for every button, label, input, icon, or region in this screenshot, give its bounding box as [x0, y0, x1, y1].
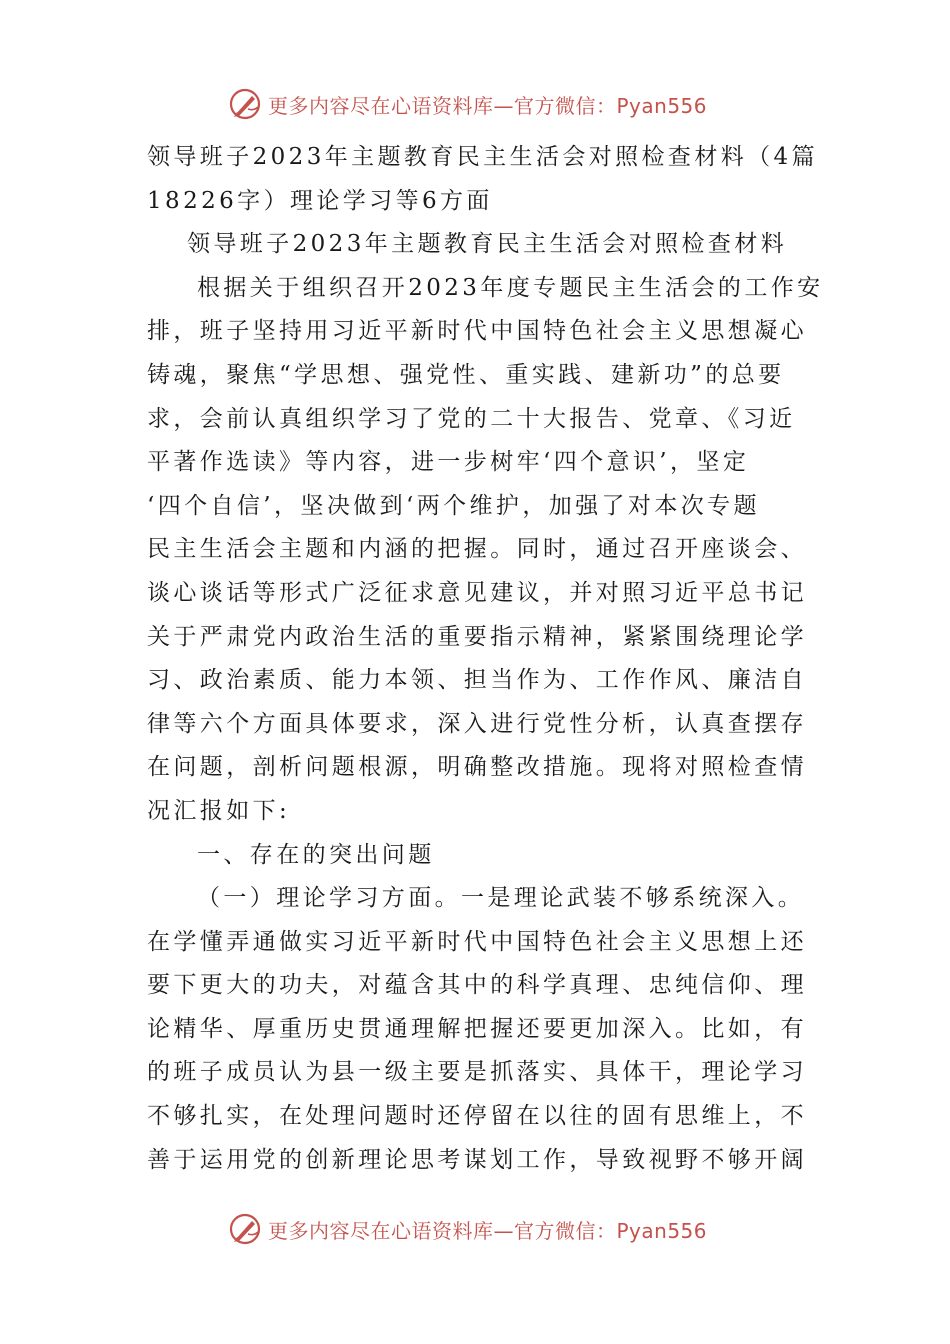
- paragraph-line: 律等六个方面具体要求，深入进行党性分析，认真查摆存: [147, 710, 807, 737]
- paragraph-line: 要下更大的功夫，对蕴含其中的科学真理、忠纯信仰、理: [147, 972, 807, 999]
- paragraph-line: 平著作选读》等内容，进一步树牢‘四个意识’，坚定: [147, 449, 750, 476]
- pen-logo-icon: [228, 87, 262, 121]
- pen-logo-icon: [228, 1212, 262, 1246]
- header-banner: [228, 84, 707, 124]
- paragraph-line: 在问题，剖析问题根源，明确整改措施。现将对照检查情: [147, 754, 807, 781]
- paragraph-line: 求，会前认真组织学习了党的二十大报告、党章、《习近: [147, 405, 796, 432]
- paragraph-line: 排，班子坚持用习近平新时代中国特色社会主义思想凝心: [147, 318, 807, 345]
- paragraph-line: 况汇报如下:: [147, 797, 291, 824]
- paragraph-line: 民主生活会主题和内涵的把握。同时，通过召开座谈会、: [147, 536, 807, 563]
- paragraph-line: 关于严肃党内政治生活的重要指示精神，紧紧围绕理论学: [147, 623, 807, 650]
- footer-banner-text: 更多内容尽在心语资料库—官方微信：Pyan556: [268, 1218, 708, 1243]
- subsection-heading: （一）理论学习方面。一是理论武装不够系统深入。: [197, 885, 805, 912]
- doc-title-line-1: 领导班子2023年主题教育民主生活会对照检查材料（4篇: [147, 144, 818, 170]
- paragraph-line: 不够扎实，在处理问题时还停留在以往的固有思维上，不: [147, 1103, 807, 1130]
- paragraph-line: 在学懂弄通做实习近平新时代中国特色社会主义思想上还: [147, 928, 807, 955]
- paragraph-line: 善于运用党的创新理论思考谋划工作，导致视野不够开阔: [147, 1146, 807, 1173]
- paragraph-line: ‘四个自信’，坚决做到‘两个维护，加强了对本次专题: [147, 492, 760, 519]
- header-banner-text: 更多内容尽在心语资料库—官方微信：Pyan556: [268, 93, 708, 118]
- footer-banner: [228, 1209, 707, 1249]
- section-heading: 一、存在的突出问题: [197, 841, 435, 868]
- doc-title-line-2: 18226字）理论学习等6方面: [147, 187, 493, 214]
- paragraph-line: 习、政治素质、能力本领、担当作为、工作作风、廉洁自: [147, 667, 807, 694]
- paragraph-line: 论精华、厚重历史贯通理解把握还要更加深入。比如，有: [147, 1015, 807, 1042]
- paragraph-line: 根据关于组织召开2023年度专题民主生活会的工作安: [197, 274, 824, 301]
- doc-subtitle: 领导班子2023年主题教育民主生活会对照检查材料: [187, 231, 788, 258]
- paragraph-line: 谈心谈话等形式广泛征求意见建议，并对照习近平总书记: [147, 579, 807, 606]
- paragraph-line: 的班子成员认为县一级主要是抓落实、具体干，理论学习: [147, 1059, 807, 1086]
- paragraph-line: 铸魂，聚焦“学思想、强党性、重实践、建新功”的总要: [147, 361, 785, 388]
- document-body: [147, 136, 824, 1182]
